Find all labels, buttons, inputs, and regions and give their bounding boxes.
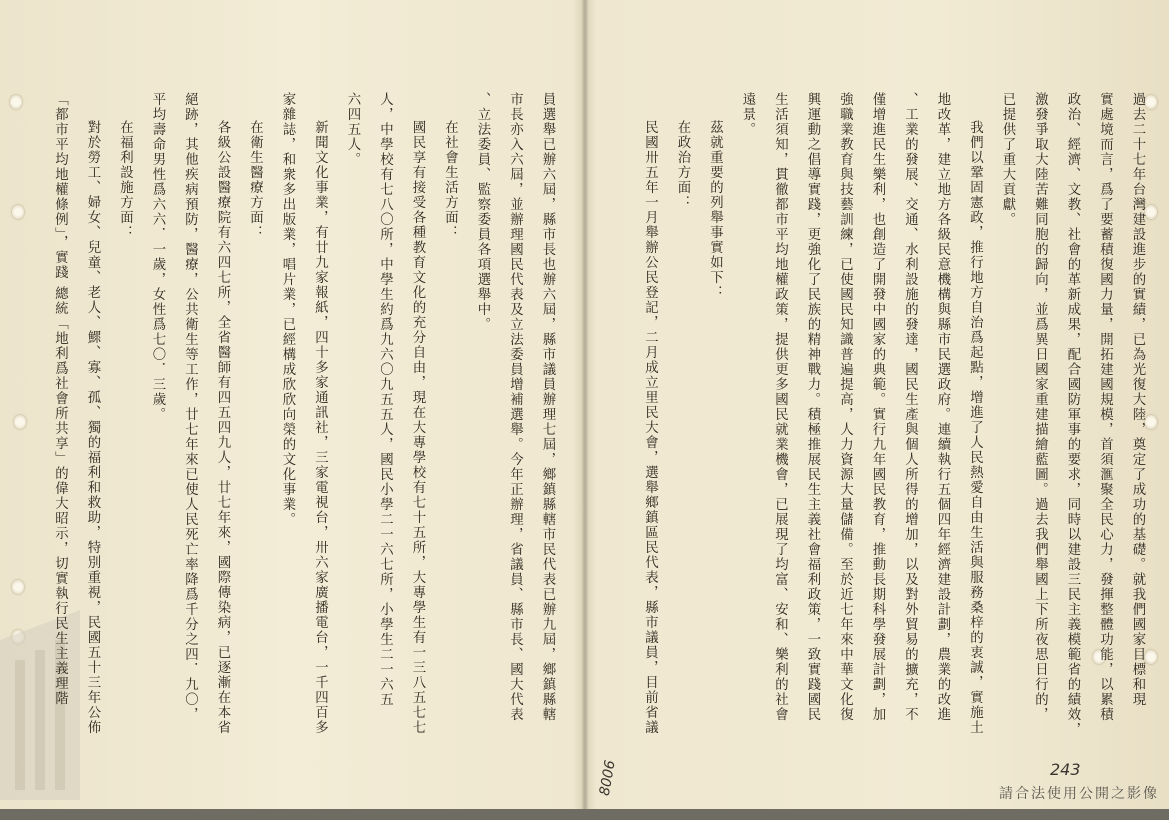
left-page-column: 員選舉已辦六屆，縣市長也辦六屆，縣市議員辦理七屆，鄉鎮縣轄市民代表已辦九屆，鄉鎮縣轄 <box>540 92 555 722</box>
left-page-column: 六四五人。 <box>345 92 360 167</box>
usage-notice-stamp: 請合法使用公開之影像 <box>999 786 1159 802</box>
archive-number-handwritten: 8006 <box>596 759 619 797</box>
left-page-column: 各級公設醫療院有六四七所，全省醫師有四五四九人，廿七年來，國際傳染病，已逐漸在本省 <box>215 120 230 735</box>
left-page-column: 國民享有接受各種教育文化的充分自由，現在大專學校有七十五所，大專學生有一三八五七七 <box>410 120 425 735</box>
right-page-column: 政治、經濟、文教、社會的革新成果，配合國防軍事的要求，同時以建設三民主義模範省的績效， <box>1065 92 1080 737</box>
left-page-column: 在福利設施方面： <box>117 120 133 240</box>
right-page-column: 激發爭取大陸苦難同胞的歸向，並爲異日國家重建描繪藍圖。過去我們舉國上下所夜思日行的， <box>1032 92 1048 722</box>
right-page-column: 、工業的發展、交通、水利設施的發達，國民生產與個人所得的增加，以及對外貿易的擴充，不 <box>902 92 918 722</box>
right-page-column: 興運動之倡導實踐，更強化了民族的精神戰力。積極推展民生主義社會福利政策，一致實踐國民 <box>805 92 820 722</box>
left-page-column: 在社會生活方面： <box>442 120 458 240</box>
punch-hole <box>1145 95 1157 109</box>
left-page-column: 、立法委員、監察委員各項選舉中。 <box>475 92 490 332</box>
archive-logo-watermark <box>0 600 80 800</box>
page-fold <box>582 0 588 809</box>
punch-hole <box>1145 415 1157 429</box>
left-page-column: 「都市平均地權條例」，實踐 總統「地利爲社會所共享」的偉大昭示，切實執行民生主義理階 <box>52 92 68 707</box>
left-page-column: 在衛生醫療方面： <box>247 120 263 240</box>
right-page-column: 僅增進民生樂利，也創造了開發中國家的典範。實行九年國民教育，推動長期科學發展計劃，加 <box>870 92 885 722</box>
right-page-column: 我們以鞏固憲政，推行地方自治爲起點，增進了人民熱愛自由生活與服務桑梓的衷誠，實施土 <box>967 120 983 735</box>
left-page-column: 絕跡，其他疾病預防，醫療，公共衛生等工作，廿七年來已使人民死亡率降爲千分之四．九〇， <box>182 92 198 722</box>
right-page-column: 生活須知，貫徹都市平均地權政策，提供更多國民就業機會，已展現了均富、安和、樂利的社會 <box>772 92 788 722</box>
left-page-column: 平均壽命男性爲六六．一歲，女性爲七〇．三歲。 <box>150 92 165 422</box>
left-page-column: 市長亦入六屆，並辦理國民代表及立法委員增補選舉。今年正辦理，省議員、縣市長、國大代表 <box>507 92 523 722</box>
punch-hole <box>1145 650 1157 664</box>
punch-hole <box>14 415 26 429</box>
punch-hole <box>12 580 24 594</box>
left-page-column: 人，中學校有七八〇所，中學生約爲九六〇九五五人，國民小學二一六七所，小學生二一六五 <box>377 92 393 707</box>
left-page-column: 新聞文化事業，有廿九家報紙，四十多家通訊社，三家電視台，卅六家廣播電台，一千四百多 <box>312 120 328 735</box>
right-page-column: 過去二十七年台灣建設進步的實績，已為光復大陸，奠定了成功的基礎。就我們國家目標和現 <box>1130 92 1145 707</box>
punch-hole <box>10 95 22 109</box>
left-page-column: 對於勞工、婦女、兒童、老人、鰥、寡、孤、獨的福利和救助，特別重視，民國五十三年公佈 <box>85 120 100 735</box>
right-page-column: 民國卅五年一月舉辦公民登記，二月成立里民大會，選舉鄉鎮區民代表，縣市議員，目前省議 <box>642 120 658 735</box>
left-page-column: 家雜誌，和衆多出版業，唱片業，已經構成欣欣向榮的文化事業。 <box>280 92 295 527</box>
right-page-column: 強職業教育與技藝訓練，已使國民知識普遍提高，人力資源大量儲備。至於近七年來中華文化復 <box>837 92 853 722</box>
punch-hole <box>1145 205 1157 219</box>
right-page-column: 實處境而言，爲了要蓄積復國力量，開拓建國規模，首須滙聚全民心力，發揮整體功能，以累積 <box>1097 92 1113 722</box>
right-page-column: 地改革，建立地方各級民意機構與縣市民選政府。連續執行五個四年經濟建設計劃，農業的改進 <box>935 92 950 722</box>
right-page-column: 已提供了重大貢獻。 <box>1000 92 1015 227</box>
right-page-column: 遠景。 <box>740 92 755 137</box>
punch-hole <box>12 205 24 219</box>
page-number-handwritten: 243 <box>1050 760 1081 779</box>
right-page-column: 在政治方面： <box>675 120 690 210</box>
right-page-column: 茲就重要的列舉事實如下： <box>707 120 723 300</box>
